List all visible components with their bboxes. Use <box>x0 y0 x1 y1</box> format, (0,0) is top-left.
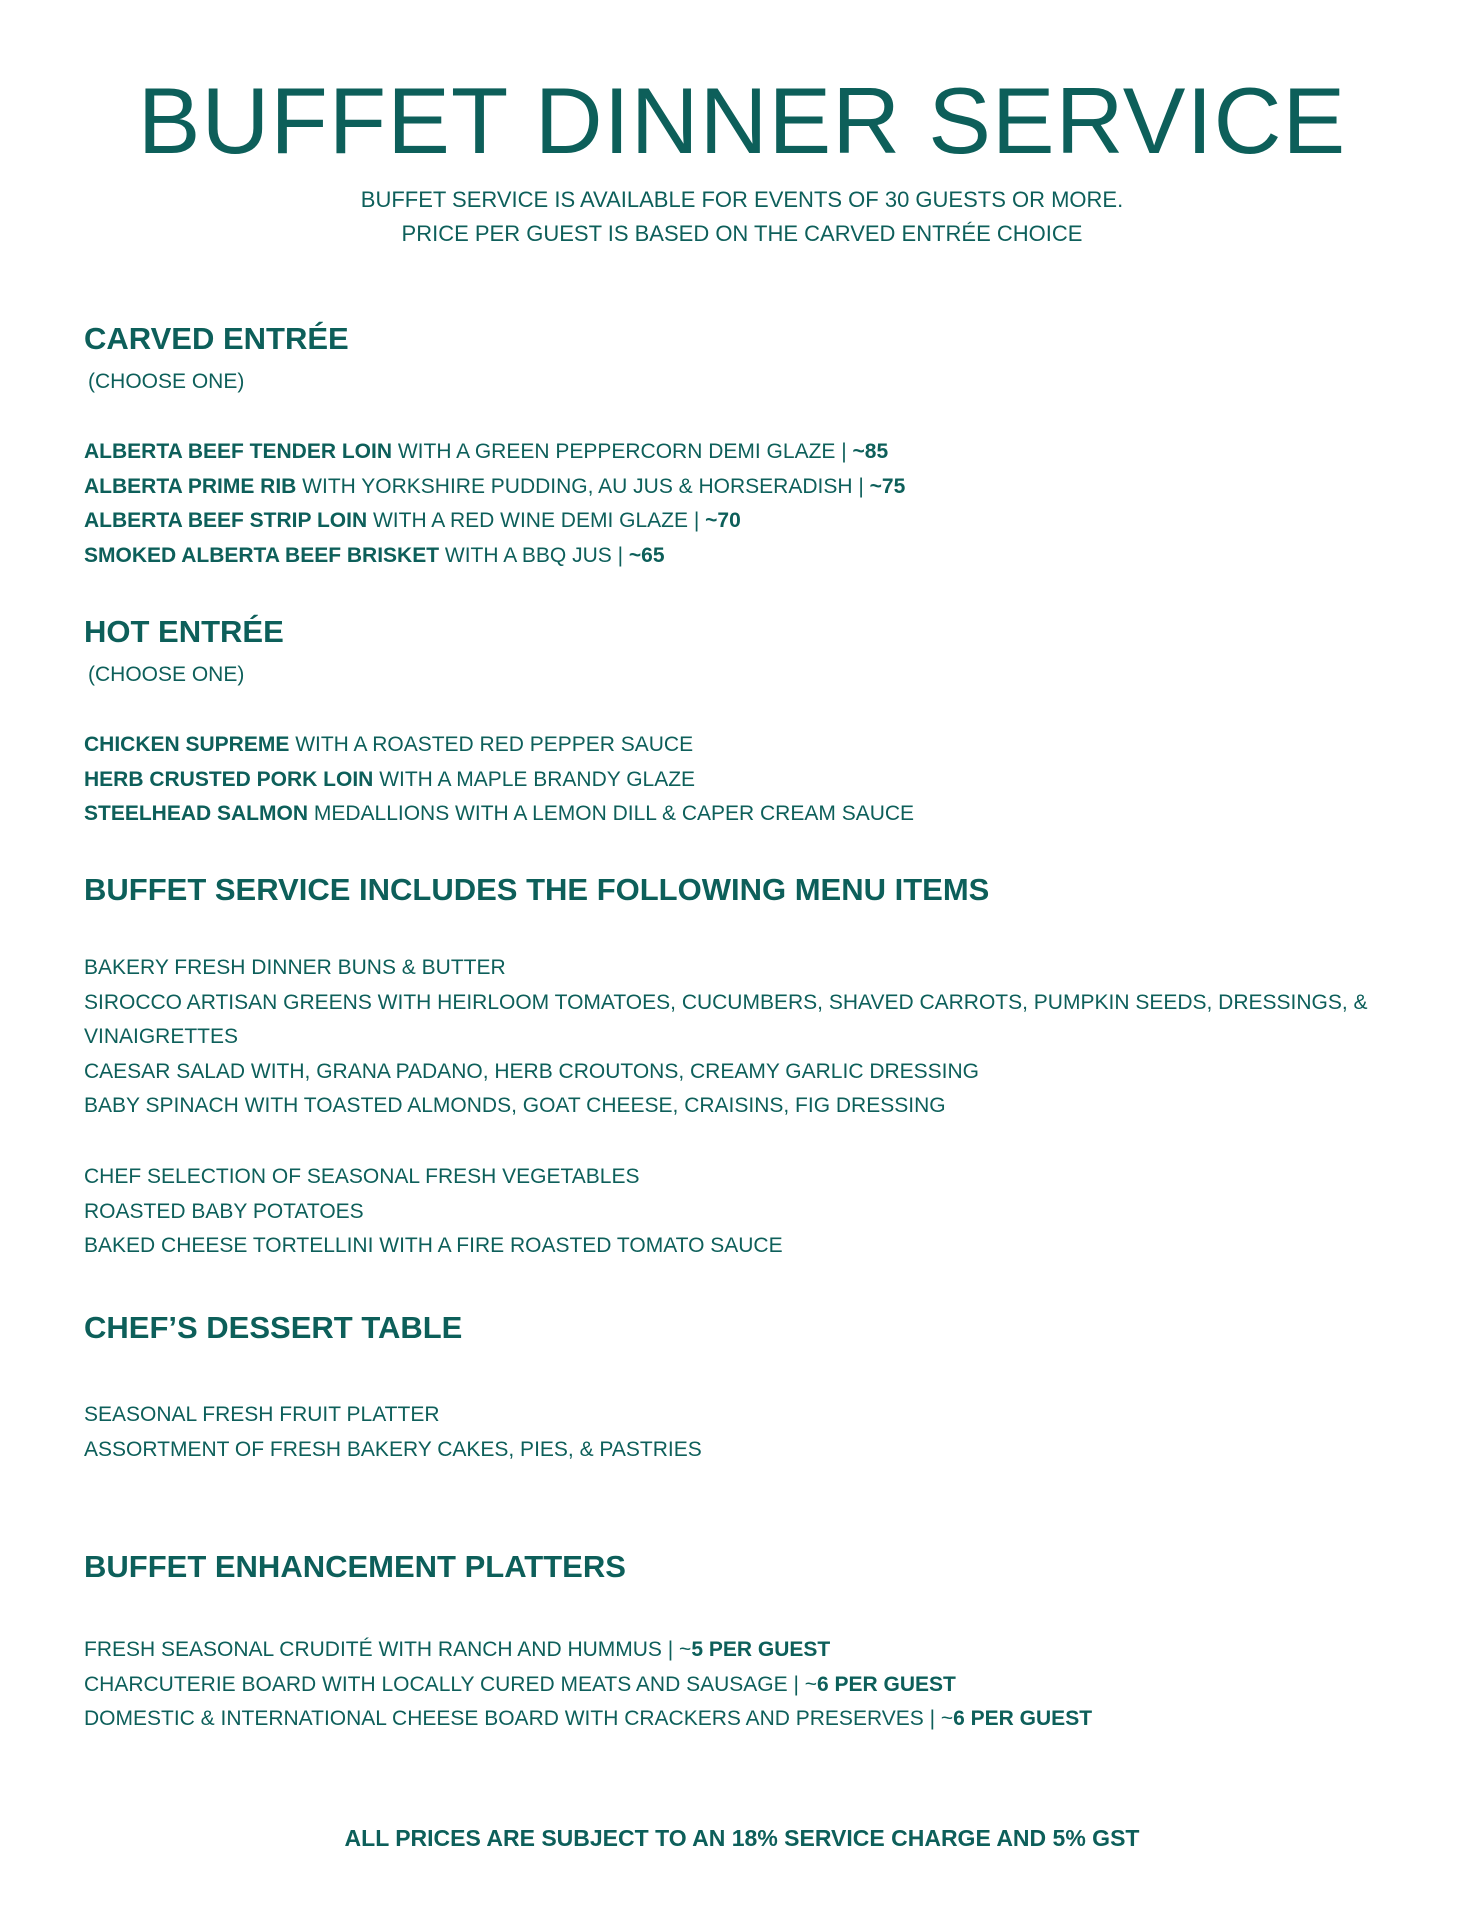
list-item <box>84 1668 1092 1703</box>
item-desc: CHARCUTERIE BOARD WITH LOCALLY CURED MEATS AND SAUSAGE | ~ <box>84 1672 818 1696</box>
carved-entree-heading: CARVED ENTRÉE <box>84 321 349 356</box>
hot-entree-note: (CHOOSE ONE) <box>88 663 245 686</box>
list-item: ASSORTMENT OF FRESH BAKERY CAKES, PIES, & PASTRIES <box>84 1437 702 1461</box>
list-item: CHEF SELECTION OF SEASONAL FRESH VEGETABLES <box>84 1165 640 1188</box>
list-item: ROASTED BABY POTATOES <box>84 1199 364 1223</box>
list-item: BAKED CHEESE TORTELLINI WITH A FIRE ROASTED TOMATO SAUCE <box>84 1234 783 1257</box>
item-desc: WITH A MAPLE BRANDY GLAZE <box>373 767 696 791</box>
item-name: HERB CRUSTED PORK LOIN <box>84 767 374 791</box>
item-price: ~75 <box>869 474 906 498</box>
hot-entree-list <box>84 728 914 832</box>
item-price: 6 PER GUEST <box>817 1672 956 1696</box>
item-price: 5 PER GUEST <box>691 1638 831 1661</box>
list-item <box>84 1702 1092 1737</box>
item-desc: WITH A GREEN PEPPERCORN DEMI GLAZE | <box>392 440 853 463</box>
item-desc: WITH A RED WINE DEMI GLAZE | <box>367 509 706 532</box>
list-item <box>84 504 905 539</box>
list-item: SEASONAL FRESH FRUIT PLATTER <box>84 1403 440 1426</box>
list-item <box>84 539 905 574</box>
item-name: STEELHEAD SALMON <box>84 802 309 825</box>
list-item: CAESAR SALAD WITH, GRANA PADANO, HERB CROUTONS, CREAMY GARLIC DRESSING <box>84 1059 980 1083</box>
list-item <box>84 470 905 505</box>
subtitle-line-1: BUFFET SERVICE IS AVAILABLE FOR EVENTS OF 30 GUESTS OR MORE. <box>360 187 1124 212</box>
item-name: ALBERTA BEEF STRIP LOIN <box>84 509 368 532</box>
item-price: 6 PER GUEST <box>953 1707 1093 1730</box>
enhancement-heading: BUFFET ENHANCEMENT PLATTERS <box>84 1549 626 1584</box>
subtitle-line-2: PRICE PER GUEST IS BASED ON THE CARVED ENTRÉE CHOICE <box>401 221 1083 246</box>
item-desc: FRESH SEASONAL CRUDITÉ WITH RANCH AND HUMMUS | ~ <box>84 1638 692 1661</box>
item-name: SMOKED ALBERTA BEEF BRISKET <box>84 543 440 567</box>
carved-entree-list <box>84 435 905 573</box>
includes-heading: BUFFET SERVICE INCLUDES THE FOLLOWING MENU ITEMS <box>84 872 990 907</box>
list-item <box>84 1633 1092 1668</box>
item-desc: WITH A ROASTED RED PEPPER SAUCE <box>289 733 694 756</box>
list-item <box>84 728 914 763</box>
hot-entree-heading: HOT ENTRÉE <box>84 614 284 649</box>
item-desc: WITH YORKSHIRE PUDDING, AU JUS & HORSERADISH | <box>296 474 870 498</box>
list-item <box>84 435 905 470</box>
item-desc: DOMESTIC & INTERNATIONAL CHEESE BOARD WITH CRACKERS AND PRESERVES | ~ <box>84 1707 954 1730</box>
pricing-footnote: ALL PRICES ARE SUBJECT TO AN 18% SERVICE CHARGE AND 5% GST <box>344 1825 1140 1851</box>
list-item <box>84 797 914 832</box>
list-item: SIROCCO ARTISAN GREENS WITH HEIRLOOM TOMATOES, CUCUMBERS, SHAVED CARROTS, PUMPKIN SEEDS, DRESSINGS, & VINAIGRETTES <box>84 990 1368 1048</box>
item-name: CHICKEN SUPREME <box>84 733 290 756</box>
item-desc: MEDALLIONS WITH A LEMON DILL & CAPER CREAM SAUCE <box>308 802 915 825</box>
page-subtitle <box>0 183 1484 251</box>
dessert-list <box>84 1398 702 1467</box>
item-desc: WITH A BBQ JUS | <box>439 543 629 567</box>
list-item: BABY SPINACH WITH TOASTED ALMONDS, GOAT CHEESE, CRAISINS, FIG DRESSING <box>84 1094 946 1117</box>
item-price: ~70 <box>705 509 741 532</box>
page-title: BUFFET DINNER SERVICE <box>137 68 1347 173</box>
item-price: ~65 <box>628 543 665 567</box>
includes-list-2 <box>84 1160 783 1264</box>
dessert-heading: CHEF’S DESSERT TABLE <box>84 1310 463 1345</box>
enhancement-list <box>84 1633 1092 1737</box>
carved-entree-note: (CHOOSE ONE) <box>88 370 245 393</box>
list-item: BAKERY FRESH DINNER BUNS & BUTTER <box>84 956 506 979</box>
item-price: ~85 <box>852 440 889 463</box>
includes-list-1 <box>84 951 1404 1124</box>
item-name: ALBERTA BEEF TENDER LOIN <box>84 440 392 463</box>
item-name: ALBERTA PRIME RIB <box>84 474 297 498</box>
list-item <box>84 763 914 798</box>
